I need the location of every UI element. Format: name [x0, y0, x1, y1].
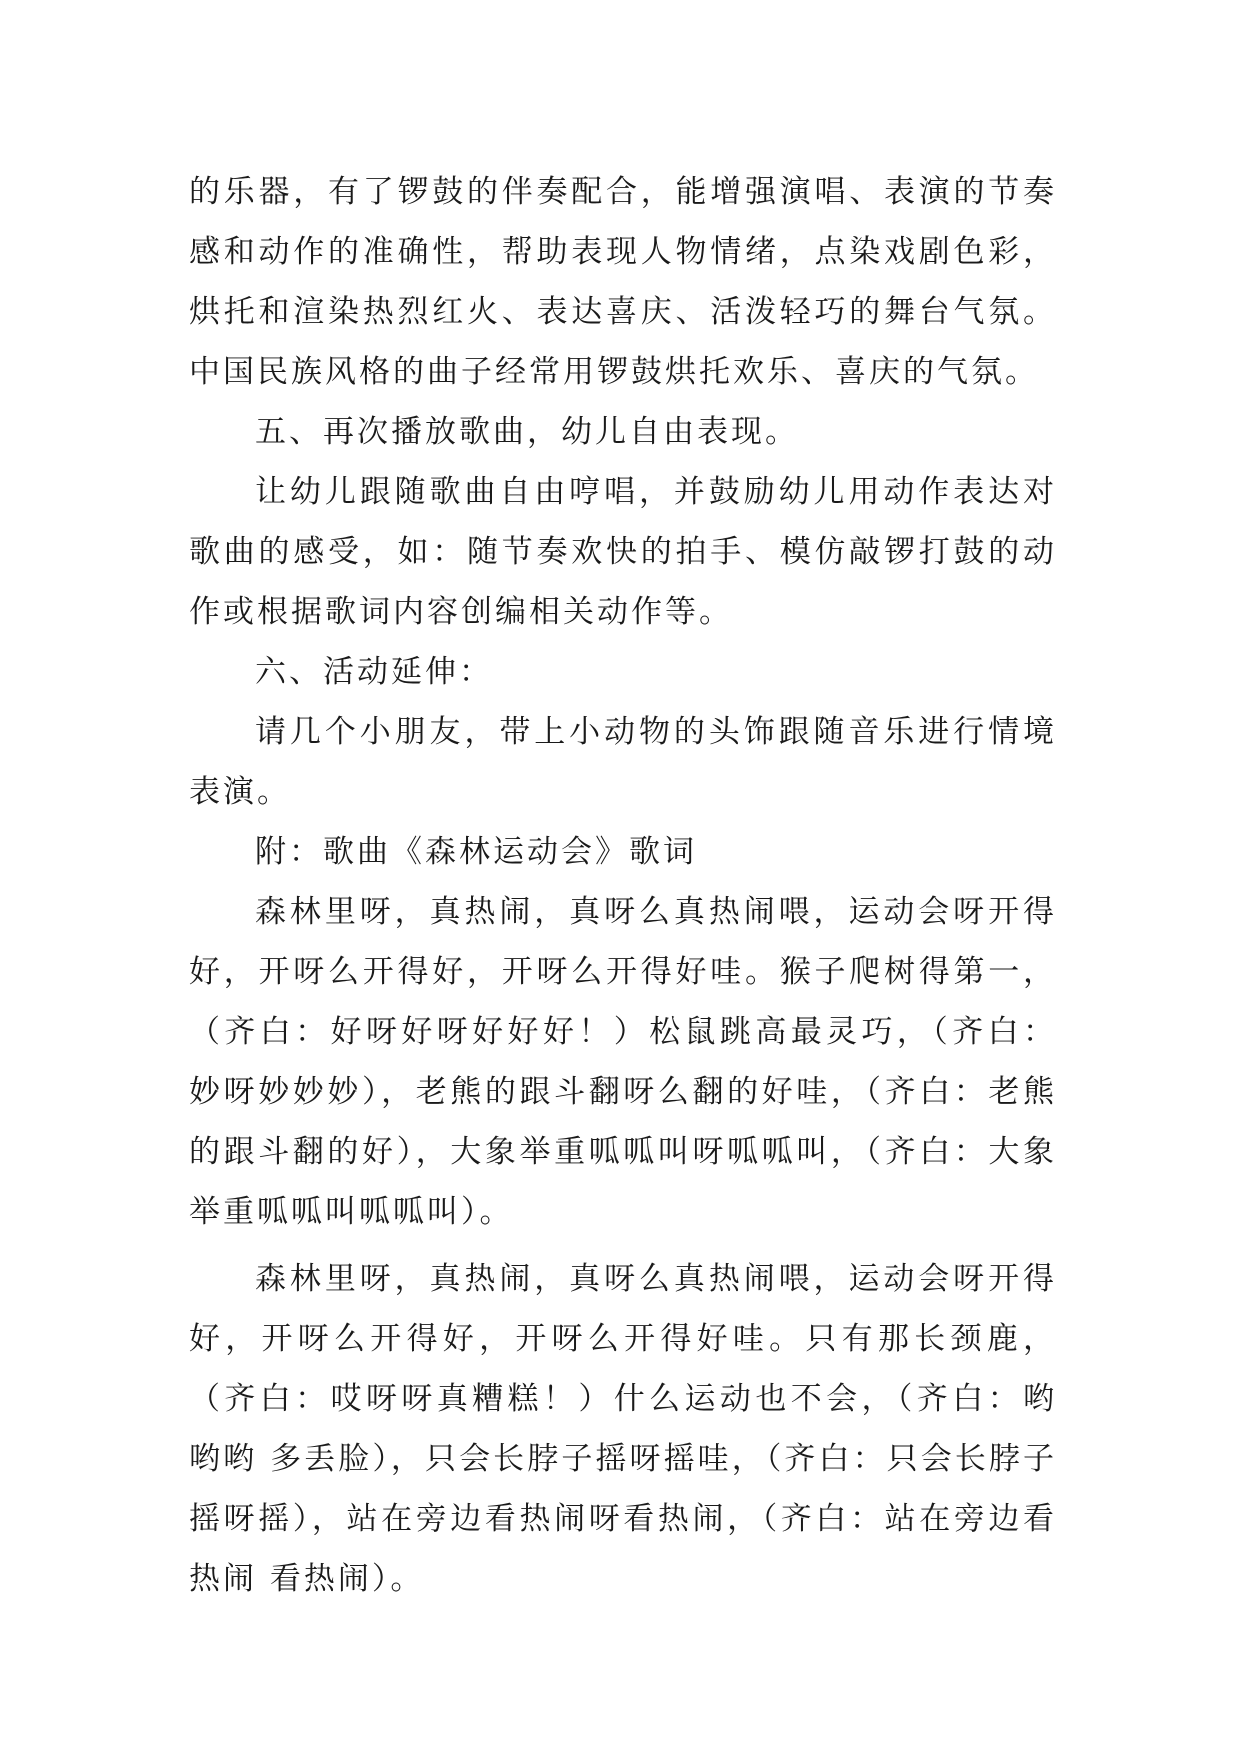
lyrics-heading: 附：歌曲《森林运动会》歌词	[255, 834, 697, 870]
lyrics-verse-two: 森林里呀，真热闹，真呀么真热闹喂，运动会呀开得好，开呀么开得好，开呀么开得好哇。只有那长颈鹿，（齐白：哎呀呀真糟糕！）什么运动也不会，（齐白：哟哟哟 多丢脸），只会长脖子摇呀摇哇，（齐白：只会长脖子摇呀摇），站在旁边看热闹呀看热闹，（齐白：站在旁边看热闹 看热闹）。	[189, 1261, 1057, 1597]
paragraph-free-expression: 让幼儿跟随歌曲自由哼唱，并鼓励幼儿用动作表达对歌曲的感受，如：随节奏欢快的拍手、模仿敲锣打鼓的动作或根据歌词内容创编相关动作等。	[189, 474, 1057, 630]
paragraph-extension: 请几个小朋友，带上小动物的头饰跟随音乐进行情境表演。	[189, 714, 1057, 810]
section-heading-five: 五、再次播放歌曲，幼儿自由表现。	[255, 414, 799, 450]
document-page	[189, 162, 1057, 1609]
paragraph-continuation: 的乐器，有了锣鼓的伴奏配合，能增强演唱、表演的节奏感和动作的准确性，帮助表现人物情绪，点染戏剧色彩，烘托和渲染热烈红火、表达喜庆、活泼轻巧的舞台气氛。中国民族风格的曲子经常用锣鼓烘托欢乐、喜庆的气氛。	[189, 174, 1057, 390]
lyrics-verse-one: 森林里呀，真热闹，真呀么真热闹喂，运动会呀开得好，开呀么开得好，开呀么开得好哇。猴子爬树得第一，（齐白：好呀好呀好好好！）松鼠跳高最灵巧，（齐白：妙呀妙妙妙），老熊的跟斗翻呀么翻的好哇，（齐白：老熊的跟斗翻的好），大象举重呱呱叫呀呱呱叫，（齐白：大象举重呱呱叫呱呱叫）。	[189, 894, 1057, 1230]
section-heading-six: 六、活动延伸：	[255, 654, 493, 690]
